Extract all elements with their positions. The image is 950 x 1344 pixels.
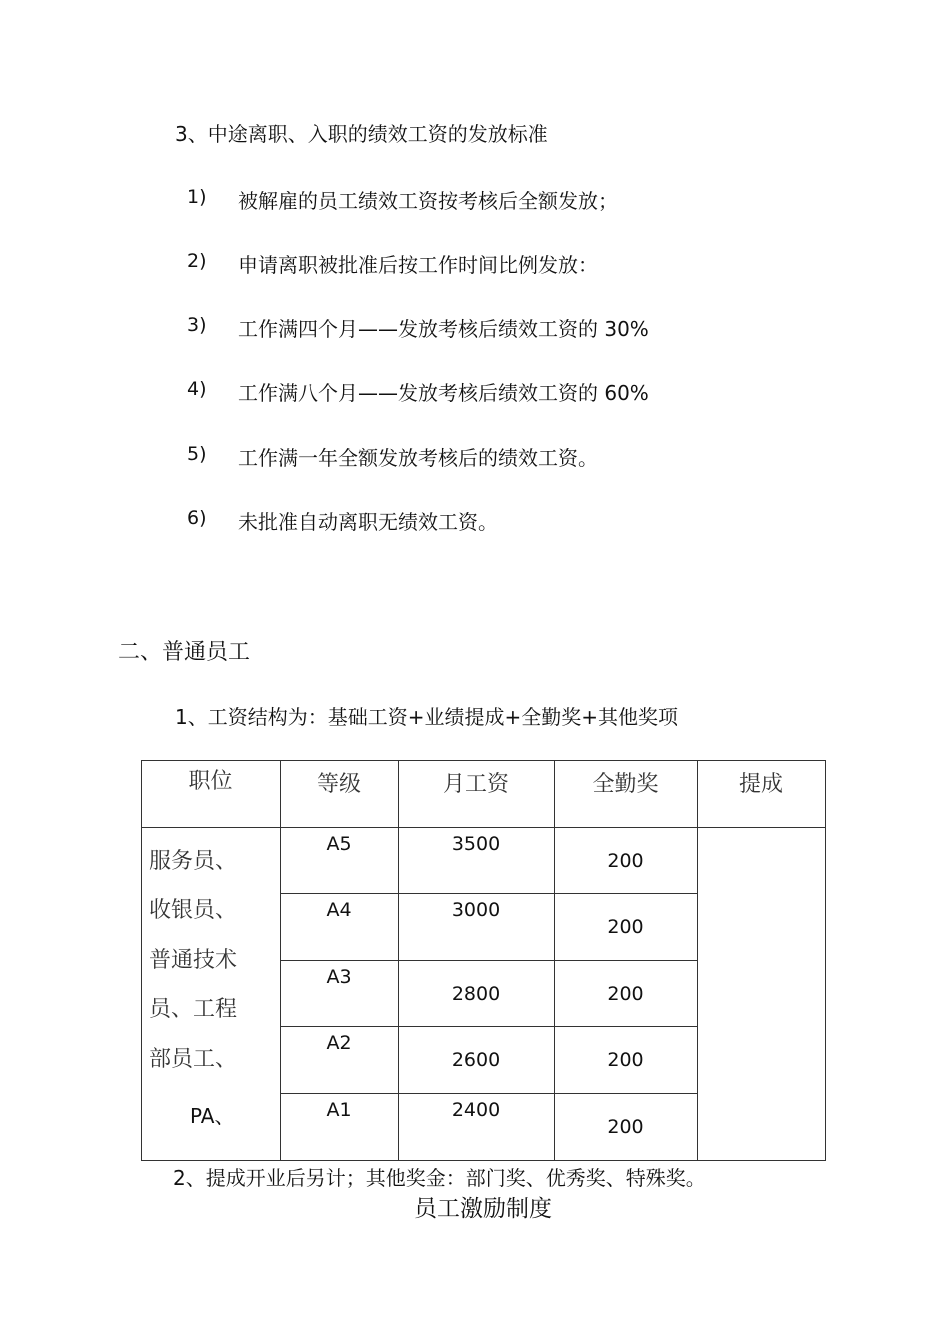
table-header-grade: 等级 — [316, 772, 361, 797]
position-text: 部员工、 — [149, 1047, 238, 1072]
table-border — [141, 760, 142, 1161]
table-cell-salary: 2800 — [451, 983, 501, 1005]
table-cell-salary: 3000 — [451, 899, 501, 921]
table-cell-salary: 3500 — [451, 833, 501, 855]
table-border — [141, 760, 826, 761]
list-number: 1) — [187, 186, 207, 208]
table-cell-bonus: 200 — [607, 850, 644, 872]
commission-note: 2、提成开业后另计；其他奖金：部门奖、优秀奖、特殊奖。 — [173, 1166, 706, 1190]
table-cell-grade: A3 — [326, 966, 352, 988]
table-border — [697, 760, 698, 1161]
table-border — [280, 760, 281, 1161]
list-item-text: 工作满四个月——发放考核后绩效工资的 30% — [238, 317, 649, 341]
table-border — [280, 1026, 698, 1027]
table-cell-bonus: 200 — [607, 1049, 644, 1071]
next-section-title: 员工激励制度 — [414, 1196, 552, 1222]
list-number: 5) — [187, 443, 207, 465]
position-text: 收银员、 — [149, 898, 238, 923]
table-header-salary: 月工资 — [442, 772, 509, 797]
table-border — [554, 760, 555, 1161]
table-cell-bonus: 200 — [607, 1116, 644, 1138]
list-item-text: 工作满八个月——发放考核后绩效工资的 60% — [238, 381, 649, 405]
list-item-text: 被解雇的员工绩效工资按考核后全额发放； — [238, 189, 618, 213]
section-heading: 3、中途离职、入职的绩效工资的发放标准 — [175, 122, 548, 146]
table-border — [280, 893, 698, 894]
table-cell-grade: A5 — [326, 833, 352, 855]
table-border — [141, 1160, 826, 1161]
table-cell-bonus: 200 — [607, 983, 644, 1005]
table-border — [141, 827, 826, 828]
table-header-commission: 提成 — [738, 772, 783, 797]
list-item-text: 未批准自动离职无绩效工资。 — [238, 510, 498, 534]
table-border — [398, 760, 399, 1161]
list-number: 2) — [187, 250, 207, 272]
list-item-text: 申请离职被批准后按工作时间比例发放： — [238, 253, 598, 277]
table-cell-grade: A1 — [326, 1099, 352, 1121]
table-border — [280, 960, 698, 961]
list-number: 4) — [187, 378, 207, 400]
position-text: 服务员、 — [149, 849, 238, 874]
table-header-attendance-bonus: 全勤奖 — [592, 772, 659, 797]
position-text: 员、工程 — [149, 997, 238, 1022]
list-number: 6) — [187, 507, 207, 529]
section-title: 二、普通员工 — [118, 640, 251, 665]
position-text: 普通技术 — [149, 948, 238, 973]
table-cell-salary: 2400 — [451, 1099, 501, 1121]
position-text: PA、 — [190, 1104, 235, 1128]
table-header-position: 职位 — [188, 769, 233, 794]
table-border — [825, 760, 826, 1161]
table-cell-bonus: 200 — [607, 916, 644, 938]
table-cell-grade: A2 — [326, 1032, 352, 1054]
salary-structure-text: 1、工资结构为：基础工资+业绩提成+全勤奖+其他奖项 — [175, 705, 678, 729]
table-cell-salary: 2600 — [451, 1049, 501, 1071]
table-cell-grade: A4 — [326, 899, 352, 921]
list-item-text: 工作满一年全额发放考核后的绩效工资。 — [238, 446, 598, 470]
table-border — [280, 1093, 698, 1094]
list-number: 3) — [187, 314, 207, 336]
